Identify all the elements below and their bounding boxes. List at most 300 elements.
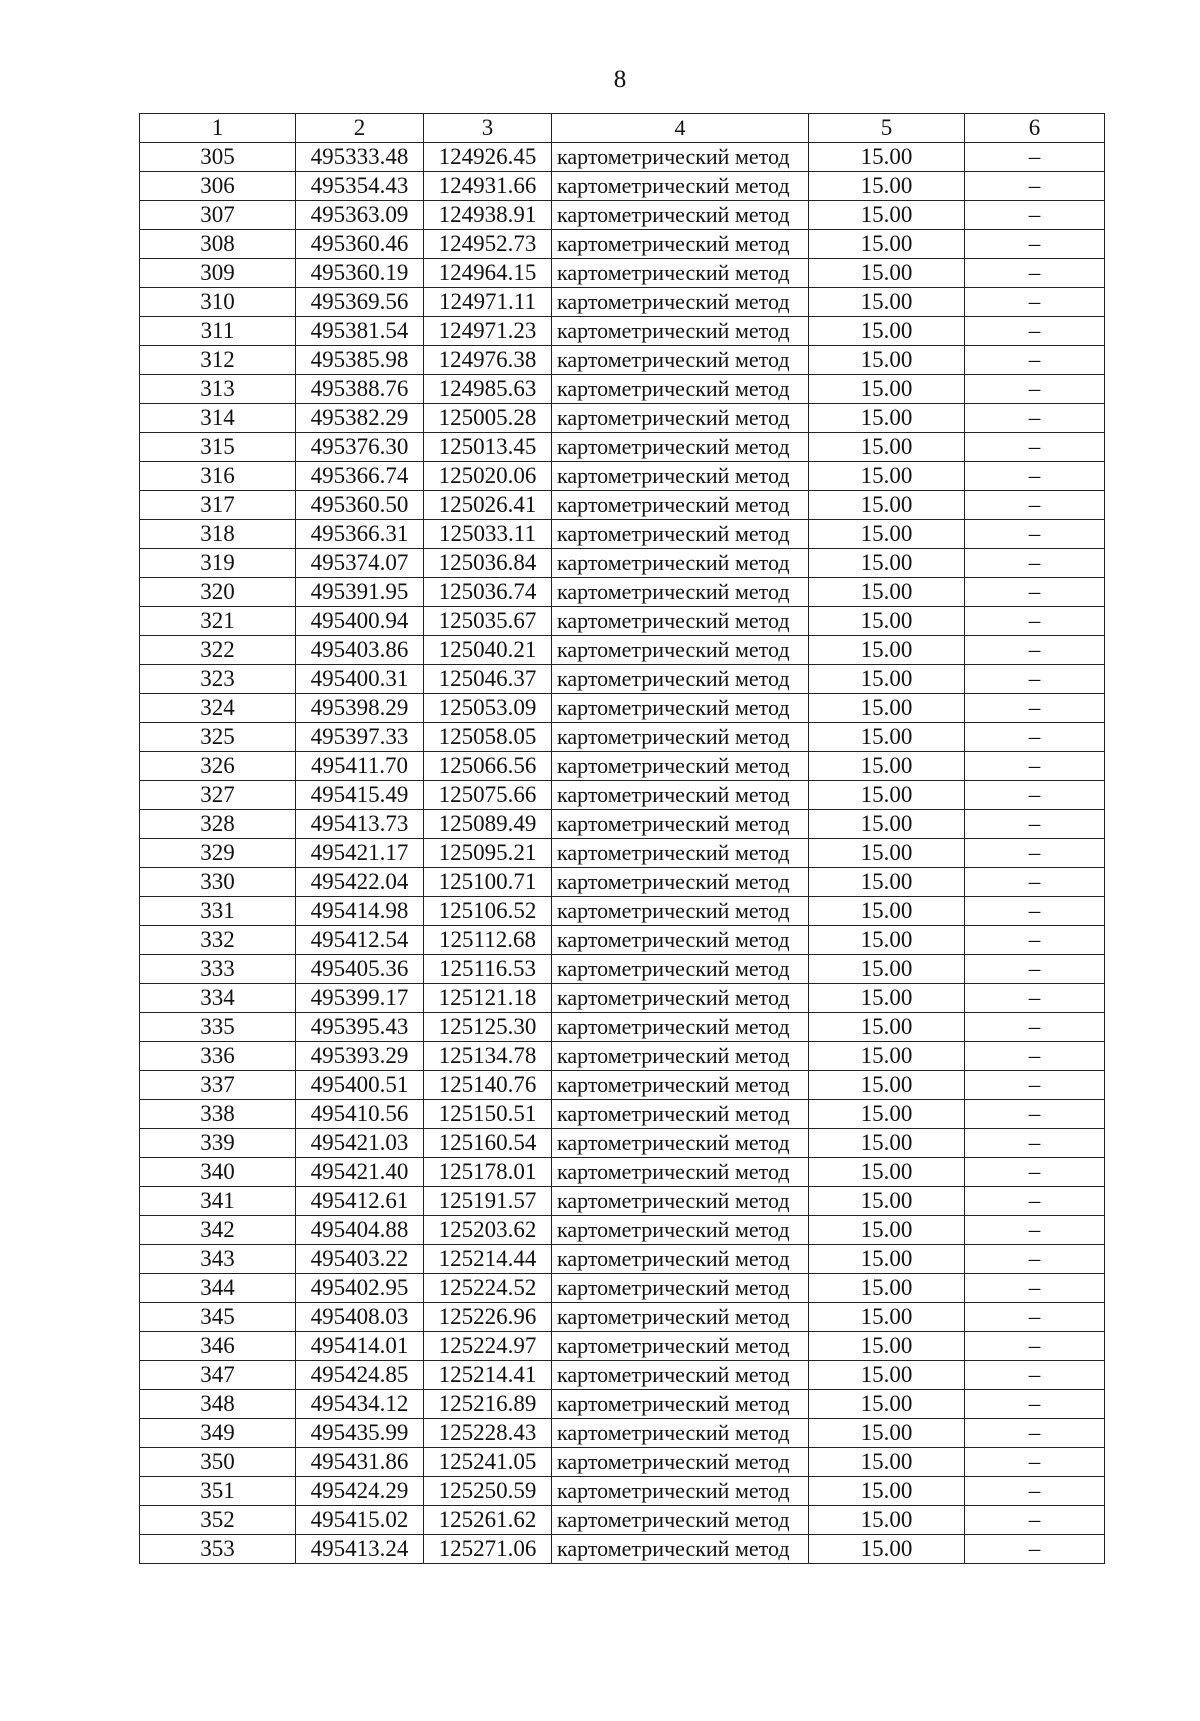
accuracy-cell: 15.00 — [809, 288, 965, 317]
column-header-6: 6 — [965, 114, 1105, 143]
table-row — [140, 172, 1105, 201]
note-cell: – — [965, 491, 1105, 520]
method-cell: картометрический метод — [552, 1013, 809, 1042]
method-cell: картометрический метод — [552, 143, 809, 172]
point-number-cell: 322 — [140, 636, 296, 665]
accuracy-cell: 15.00 — [809, 607, 965, 636]
table-row — [140, 346, 1105, 375]
note-cell: – — [965, 230, 1105, 259]
y-coordinate-cell: 125116.53 — [424, 955, 552, 984]
method-cell: картометрический метод — [552, 1332, 809, 1361]
y-coordinate-cell: 125121.18 — [424, 984, 552, 1013]
method-cell: картометрический метод — [552, 897, 809, 926]
point-number-cell: 319 — [140, 549, 296, 578]
accuracy-cell: 15.00 — [809, 955, 965, 984]
x-coordinate-cell: 495366.74 — [296, 462, 424, 491]
accuracy-cell: 15.00 — [809, 1274, 965, 1303]
method-cell: картометрический метод — [552, 172, 809, 201]
table-row — [140, 1187, 1105, 1216]
method-cell: картометрический метод — [552, 665, 809, 694]
note-cell: – — [965, 404, 1105, 433]
point-number-cell: 334 — [140, 984, 296, 1013]
table-row — [140, 491, 1105, 520]
note-cell: – — [965, 520, 1105, 549]
table-row — [140, 259, 1105, 288]
table-row — [140, 143, 1105, 172]
accuracy-cell: 15.00 — [809, 1071, 965, 1100]
point-number-cell: 337 — [140, 1071, 296, 1100]
point-number-cell: 315 — [140, 433, 296, 462]
point-number-cell: 323 — [140, 665, 296, 694]
y-coordinate-cell: 124952.73 — [424, 230, 552, 259]
point-number-cell: 335 — [140, 1013, 296, 1042]
table-row — [140, 317, 1105, 346]
accuracy-cell: 15.00 — [809, 723, 965, 752]
table-row — [140, 1332, 1105, 1361]
x-coordinate-cell: 495421.40 — [296, 1158, 424, 1187]
method-cell: картометрический метод — [552, 462, 809, 491]
point-number-cell: 321 — [140, 607, 296, 636]
table-row — [140, 665, 1105, 694]
y-coordinate-cell: 125203.62 — [424, 1216, 552, 1245]
method-cell: картометрический метод — [552, 259, 809, 288]
method-cell: картометрический метод — [552, 520, 809, 549]
accuracy-cell: 15.00 — [809, 926, 965, 955]
x-coordinate-cell: 495414.01 — [296, 1332, 424, 1361]
point-number-cell: 347 — [140, 1361, 296, 1390]
point-number-cell: 351 — [140, 1477, 296, 1506]
accuracy-cell: 15.00 — [809, 1390, 965, 1419]
table-row — [140, 694, 1105, 723]
accuracy-cell: 15.00 — [809, 1187, 965, 1216]
point-number-cell: 314 — [140, 404, 296, 433]
point-number-cell: 312 — [140, 346, 296, 375]
accuracy-cell: 15.00 — [809, 665, 965, 694]
point-number-cell: 340 — [140, 1158, 296, 1187]
note-cell: – — [965, 1158, 1105, 1187]
x-coordinate-cell: 495366.31 — [296, 520, 424, 549]
accuracy-cell: 15.00 — [809, 1042, 965, 1071]
note-cell: – — [965, 839, 1105, 868]
note-cell: – — [965, 955, 1105, 984]
method-cell: картометрический метод — [552, 839, 809, 868]
method-cell: картометрический метод — [552, 578, 809, 607]
x-coordinate-cell: 495431.86 — [296, 1448, 424, 1477]
x-coordinate-cell: 495333.48 — [296, 143, 424, 172]
accuracy-cell: 15.00 — [809, 404, 965, 433]
note-cell: – — [965, 1506, 1105, 1535]
coordinates-table — [139, 113, 1105, 1564]
x-coordinate-cell: 495412.54 — [296, 926, 424, 955]
accuracy-cell: 15.00 — [809, 1100, 965, 1129]
x-coordinate-cell: 495413.24 — [296, 1535, 424, 1564]
x-coordinate-cell: 495397.33 — [296, 723, 424, 752]
accuracy-cell: 15.00 — [809, 172, 965, 201]
table-row — [140, 1042, 1105, 1071]
note-cell: – — [965, 1129, 1105, 1158]
x-coordinate-cell: 495415.02 — [296, 1506, 424, 1535]
method-cell: картометрический метод — [552, 984, 809, 1013]
y-coordinate-cell: 125140.76 — [424, 1071, 552, 1100]
accuracy-cell: 15.00 — [809, 1129, 965, 1158]
y-coordinate-cell: 125214.41 — [424, 1361, 552, 1390]
method-cell: картометрический метод — [552, 549, 809, 578]
point-number-cell: 306 — [140, 172, 296, 201]
note-cell: – — [965, 143, 1105, 172]
x-coordinate-cell: 495400.94 — [296, 607, 424, 636]
note-cell: – — [965, 1332, 1105, 1361]
note-cell: – — [965, 984, 1105, 1013]
point-number-cell: 333 — [140, 955, 296, 984]
accuracy-cell: 15.00 — [809, 868, 965, 897]
method-cell: картометрический метод — [552, 1071, 809, 1100]
accuracy-cell: 15.00 — [809, 1361, 965, 1390]
table-row — [140, 1477, 1105, 1506]
y-coordinate-cell: 125261.62 — [424, 1506, 552, 1535]
accuracy-cell: 15.00 — [809, 1419, 965, 1448]
accuracy-cell: 15.00 — [809, 549, 965, 578]
table-row — [140, 926, 1105, 955]
y-coordinate-cell: 125241.05 — [424, 1448, 552, 1477]
accuracy-cell: 15.00 — [809, 752, 965, 781]
y-coordinate-cell: 125150.51 — [424, 1100, 552, 1129]
accuracy-cell: 15.00 — [809, 201, 965, 230]
point-number-cell: 309 — [140, 259, 296, 288]
accuracy-cell: 15.00 — [809, 143, 965, 172]
x-coordinate-cell: 495424.29 — [296, 1477, 424, 1506]
y-coordinate-cell: 124971.23 — [424, 317, 552, 346]
accuracy-cell: 15.00 — [809, 462, 965, 491]
accuracy-cell: 15.00 — [809, 1506, 965, 1535]
x-coordinate-cell: 495391.95 — [296, 578, 424, 607]
method-cell: картометрический метод — [552, 230, 809, 259]
x-coordinate-cell: 495402.95 — [296, 1274, 424, 1303]
column-header-4: 4 — [552, 114, 809, 143]
y-coordinate-cell: 125178.01 — [424, 1158, 552, 1187]
table-row — [140, 462, 1105, 491]
y-coordinate-cell: 125020.06 — [424, 462, 552, 491]
point-number-cell: 338 — [140, 1100, 296, 1129]
x-coordinate-cell: 495360.50 — [296, 491, 424, 520]
column-header-2: 2 — [296, 114, 424, 143]
accuracy-cell: 15.00 — [809, 1448, 965, 1477]
y-coordinate-cell: 125100.71 — [424, 868, 552, 897]
method-cell: картометрический метод — [552, 1448, 809, 1477]
accuracy-cell: 15.00 — [809, 433, 965, 462]
y-coordinate-cell: 125106.52 — [424, 897, 552, 926]
point-number-cell: 326 — [140, 752, 296, 781]
y-coordinate-cell: 124938.91 — [424, 201, 552, 230]
method-cell: картометрический метод — [552, 636, 809, 665]
table-row — [140, 781, 1105, 810]
y-coordinate-cell: 124976.38 — [424, 346, 552, 375]
point-number-cell: 313 — [140, 375, 296, 404]
table-row — [140, 1245, 1105, 1274]
y-coordinate-cell: 124926.45 — [424, 143, 552, 172]
x-coordinate-cell: 495421.17 — [296, 839, 424, 868]
y-coordinate-cell: 125005.28 — [424, 404, 552, 433]
table-row — [140, 1535, 1105, 1564]
method-cell: картометрический метод — [552, 1361, 809, 1390]
method-cell: картометрический метод — [552, 317, 809, 346]
method-cell: картометрический метод — [552, 1274, 809, 1303]
x-coordinate-cell: 495435.99 — [296, 1419, 424, 1448]
note-cell: – — [965, 346, 1105, 375]
x-coordinate-cell: 495399.17 — [296, 984, 424, 1013]
table-row — [140, 1216, 1105, 1245]
x-coordinate-cell: 495369.56 — [296, 288, 424, 317]
method-cell: картометрический метод — [552, 346, 809, 375]
method-cell: картометрический метод — [552, 201, 809, 230]
method-cell: картометрический метод — [552, 1216, 809, 1245]
x-coordinate-cell: 495411.70 — [296, 752, 424, 781]
point-number-cell: 325 — [140, 723, 296, 752]
table-row — [140, 520, 1105, 549]
table-row — [140, 578, 1105, 607]
note-cell: – — [965, 288, 1105, 317]
note-cell: – — [965, 1245, 1105, 1274]
note-cell: – — [965, 375, 1105, 404]
x-coordinate-cell: 495354.43 — [296, 172, 424, 201]
y-coordinate-cell: 125089.49 — [424, 810, 552, 839]
point-number-cell: 336 — [140, 1042, 296, 1071]
method-cell: картометрический метод — [552, 433, 809, 462]
table-row — [140, 955, 1105, 984]
point-number-cell: 327 — [140, 781, 296, 810]
note-cell: – — [965, 259, 1105, 288]
note-cell: – — [965, 201, 1105, 230]
x-coordinate-cell: 495410.56 — [296, 1100, 424, 1129]
y-coordinate-cell: 125035.67 — [424, 607, 552, 636]
table-header-row — [140, 114, 1105, 143]
method-cell: картометрический метод — [552, 781, 809, 810]
x-coordinate-cell: 495413.73 — [296, 810, 424, 839]
method-cell: картометрический метод — [552, 752, 809, 781]
accuracy-cell: 15.00 — [809, 259, 965, 288]
point-number-cell: 316 — [140, 462, 296, 491]
table-row — [140, 1448, 1105, 1477]
y-coordinate-cell: 125224.52 — [424, 1274, 552, 1303]
table-row — [140, 404, 1105, 433]
point-number-cell: 350 — [140, 1448, 296, 1477]
table-row — [140, 1129, 1105, 1158]
point-number-cell: 332 — [140, 926, 296, 955]
x-coordinate-cell: 495424.85 — [296, 1361, 424, 1390]
y-coordinate-cell: 125053.09 — [424, 694, 552, 723]
method-cell: картометрический метод — [552, 1245, 809, 1274]
accuracy-cell: 15.00 — [809, 375, 965, 404]
accuracy-cell: 15.00 — [809, 1477, 965, 1506]
accuracy-cell: 15.00 — [809, 1303, 965, 1332]
y-coordinate-cell: 125224.97 — [424, 1332, 552, 1361]
note-cell: – — [965, 781, 1105, 810]
accuracy-cell: 15.00 — [809, 839, 965, 868]
point-number-cell: 343 — [140, 1245, 296, 1274]
x-coordinate-cell: 495434.12 — [296, 1390, 424, 1419]
x-coordinate-cell: 495400.31 — [296, 665, 424, 694]
point-number-cell: 310 — [140, 288, 296, 317]
note-cell: – — [965, 1013, 1105, 1042]
point-number-cell: 341 — [140, 1187, 296, 1216]
accuracy-cell: 15.00 — [809, 781, 965, 810]
method-cell: картометрический метод — [552, 926, 809, 955]
method-cell: картометрический метод — [552, 1129, 809, 1158]
table-row — [140, 810, 1105, 839]
table-row — [140, 752, 1105, 781]
point-number-cell: 317 — [140, 491, 296, 520]
table-row — [140, 549, 1105, 578]
x-coordinate-cell: 495414.98 — [296, 897, 424, 926]
point-number-cell: 339 — [140, 1129, 296, 1158]
table-row — [140, 1013, 1105, 1042]
table-row — [140, 288, 1105, 317]
note-cell: – — [965, 1216, 1105, 1245]
x-coordinate-cell: 495385.98 — [296, 346, 424, 375]
x-coordinate-cell: 495412.61 — [296, 1187, 424, 1216]
note-cell: – — [965, 723, 1105, 752]
x-coordinate-cell: 495422.04 — [296, 868, 424, 897]
accuracy-cell: 15.00 — [809, 1332, 965, 1361]
y-coordinate-cell: 125046.37 — [424, 665, 552, 694]
x-coordinate-cell: 495400.51 — [296, 1071, 424, 1100]
y-coordinate-cell: 124985.63 — [424, 375, 552, 404]
table-row — [140, 1274, 1105, 1303]
y-coordinate-cell: 125026.41 — [424, 491, 552, 520]
y-coordinate-cell: 125058.05 — [424, 723, 552, 752]
table-row — [140, 1419, 1105, 1448]
table-row — [140, 375, 1105, 404]
method-cell: картометрический метод — [552, 1419, 809, 1448]
point-number-cell: 307 — [140, 201, 296, 230]
note-cell: – — [965, 172, 1105, 201]
point-number-cell: 328 — [140, 810, 296, 839]
accuracy-cell: 15.00 — [809, 810, 965, 839]
table-row — [140, 201, 1105, 230]
method-cell: картометрический метод — [552, 491, 809, 520]
x-coordinate-cell: 495374.07 — [296, 549, 424, 578]
y-coordinate-cell: 125112.68 — [424, 926, 552, 955]
y-coordinate-cell: 125216.89 — [424, 1390, 552, 1419]
y-coordinate-cell: 125033.11 — [424, 520, 552, 549]
note-cell: – — [965, 1274, 1105, 1303]
method-cell: картометрический метод — [552, 723, 809, 752]
y-coordinate-cell: 125228.43 — [424, 1419, 552, 1448]
point-number-cell: 348 — [140, 1390, 296, 1419]
column-header-1: 1 — [140, 114, 296, 143]
point-number-cell: 349 — [140, 1419, 296, 1448]
method-cell: картометрический метод — [552, 868, 809, 897]
method-cell: картометрический метод — [552, 955, 809, 984]
method-cell: картометрический метод — [552, 1187, 809, 1216]
note-cell: – — [965, 752, 1105, 781]
table-row — [140, 1303, 1105, 1332]
y-coordinate-cell: 125125.30 — [424, 1013, 552, 1042]
note-cell: – — [965, 1535, 1105, 1564]
note-cell: – — [965, 636, 1105, 665]
y-coordinate-cell: 125271.06 — [424, 1535, 552, 1564]
x-coordinate-cell: 495388.76 — [296, 375, 424, 404]
accuracy-cell: 15.00 — [809, 984, 965, 1013]
method-cell: картометрический метод — [552, 694, 809, 723]
y-coordinate-cell: 125066.56 — [424, 752, 552, 781]
x-coordinate-cell: 495360.46 — [296, 230, 424, 259]
table-body — [140, 143, 1105, 1564]
x-coordinate-cell: 495421.03 — [296, 1129, 424, 1158]
accuracy-cell: 15.00 — [809, 897, 965, 926]
page-number: 8 — [613, 66, 627, 93]
point-number-cell: 345 — [140, 1303, 296, 1332]
y-coordinate-cell: 124964.15 — [424, 259, 552, 288]
point-number-cell: 330 — [140, 868, 296, 897]
point-number-cell: 344 — [140, 1274, 296, 1303]
note-cell: – — [965, 810, 1105, 839]
method-cell: картометрический метод — [552, 810, 809, 839]
table-row — [140, 1100, 1105, 1129]
method-cell: картометрический метод — [552, 404, 809, 433]
accuracy-cell: 15.00 — [809, 1013, 965, 1042]
method-cell: картометрический метод — [552, 1100, 809, 1129]
x-coordinate-cell: 495395.43 — [296, 1013, 424, 1042]
table-row — [140, 984, 1105, 1013]
x-coordinate-cell: 495363.09 — [296, 201, 424, 230]
x-coordinate-cell: 495403.86 — [296, 636, 424, 665]
x-coordinate-cell: 495393.29 — [296, 1042, 424, 1071]
note-cell: – — [965, 694, 1105, 723]
table-row — [140, 636, 1105, 665]
method-cell: картометрический метод — [552, 288, 809, 317]
note-cell: – — [965, 549, 1105, 578]
point-number-cell: 353 — [140, 1535, 296, 1564]
point-number-cell: 331 — [140, 897, 296, 926]
table-row — [140, 1071, 1105, 1100]
note-cell: – — [965, 897, 1105, 926]
accuracy-cell: 15.00 — [809, 346, 965, 375]
table-row — [140, 1390, 1105, 1419]
method-cell: картометрический метод — [552, 1158, 809, 1187]
x-coordinate-cell: 495382.29 — [296, 404, 424, 433]
method-cell: картометрический метод — [552, 1303, 809, 1332]
note-cell: – — [965, 1361, 1105, 1390]
note-cell: – — [965, 1477, 1105, 1506]
x-coordinate-cell: 495415.49 — [296, 781, 424, 810]
x-coordinate-cell: 495376.30 — [296, 433, 424, 462]
method-cell: картометрический метод — [552, 1042, 809, 1071]
accuracy-cell: 15.00 — [809, 1216, 965, 1245]
accuracy-cell: 15.00 — [809, 230, 965, 259]
note-cell: – — [965, 1303, 1105, 1332]
y-coordinate-cell: 124971.11 — [424, 288, 552, 317]
note-cell: – — [965, 1448, 1105, 1477]
accuracy-cell: 15.00 — [809, 694, 965, 723]
note-cell: – — [965, 1100, 1105, 1129]
table-row — [140, 897, 1105, 926]
point-number-cell: 329 — [140, 839, 296, 868]
table-row — [140, 1158, 1105, 1187]
accuracy-cell: 15.00 — [809, 1158, 965, 1187]
y-coordinate-cell: 125226.96 — [424, 1303, 552, 1332]
y-coordinate-cell: 125134.78 — [424, 1042, 552, 1071]
x-coordinate-cell: 495403.22 — [296, 1245, 424, 1274]
point-number-cell: 305 — [140, 143, 296, 172]
point-number-cell: 311 — [140, 317, 296, 346]
note-cell: – — [965, 1390, 1105, 1419]
method-cell: картометрический метод — [552, 375, 809, 404]
accuracy-cell: 15.00 — [809, 1535, 965, 1564]
accuracy-cell: 15.00 — [809, 636, 965, 665]
note-cell: – — [965, 607, 1105, 636]
y-coordinate-cell: 125250.59 — [424, 1477, 552, 1506]
note-cell: – — [965, 868, 1105, 897]
